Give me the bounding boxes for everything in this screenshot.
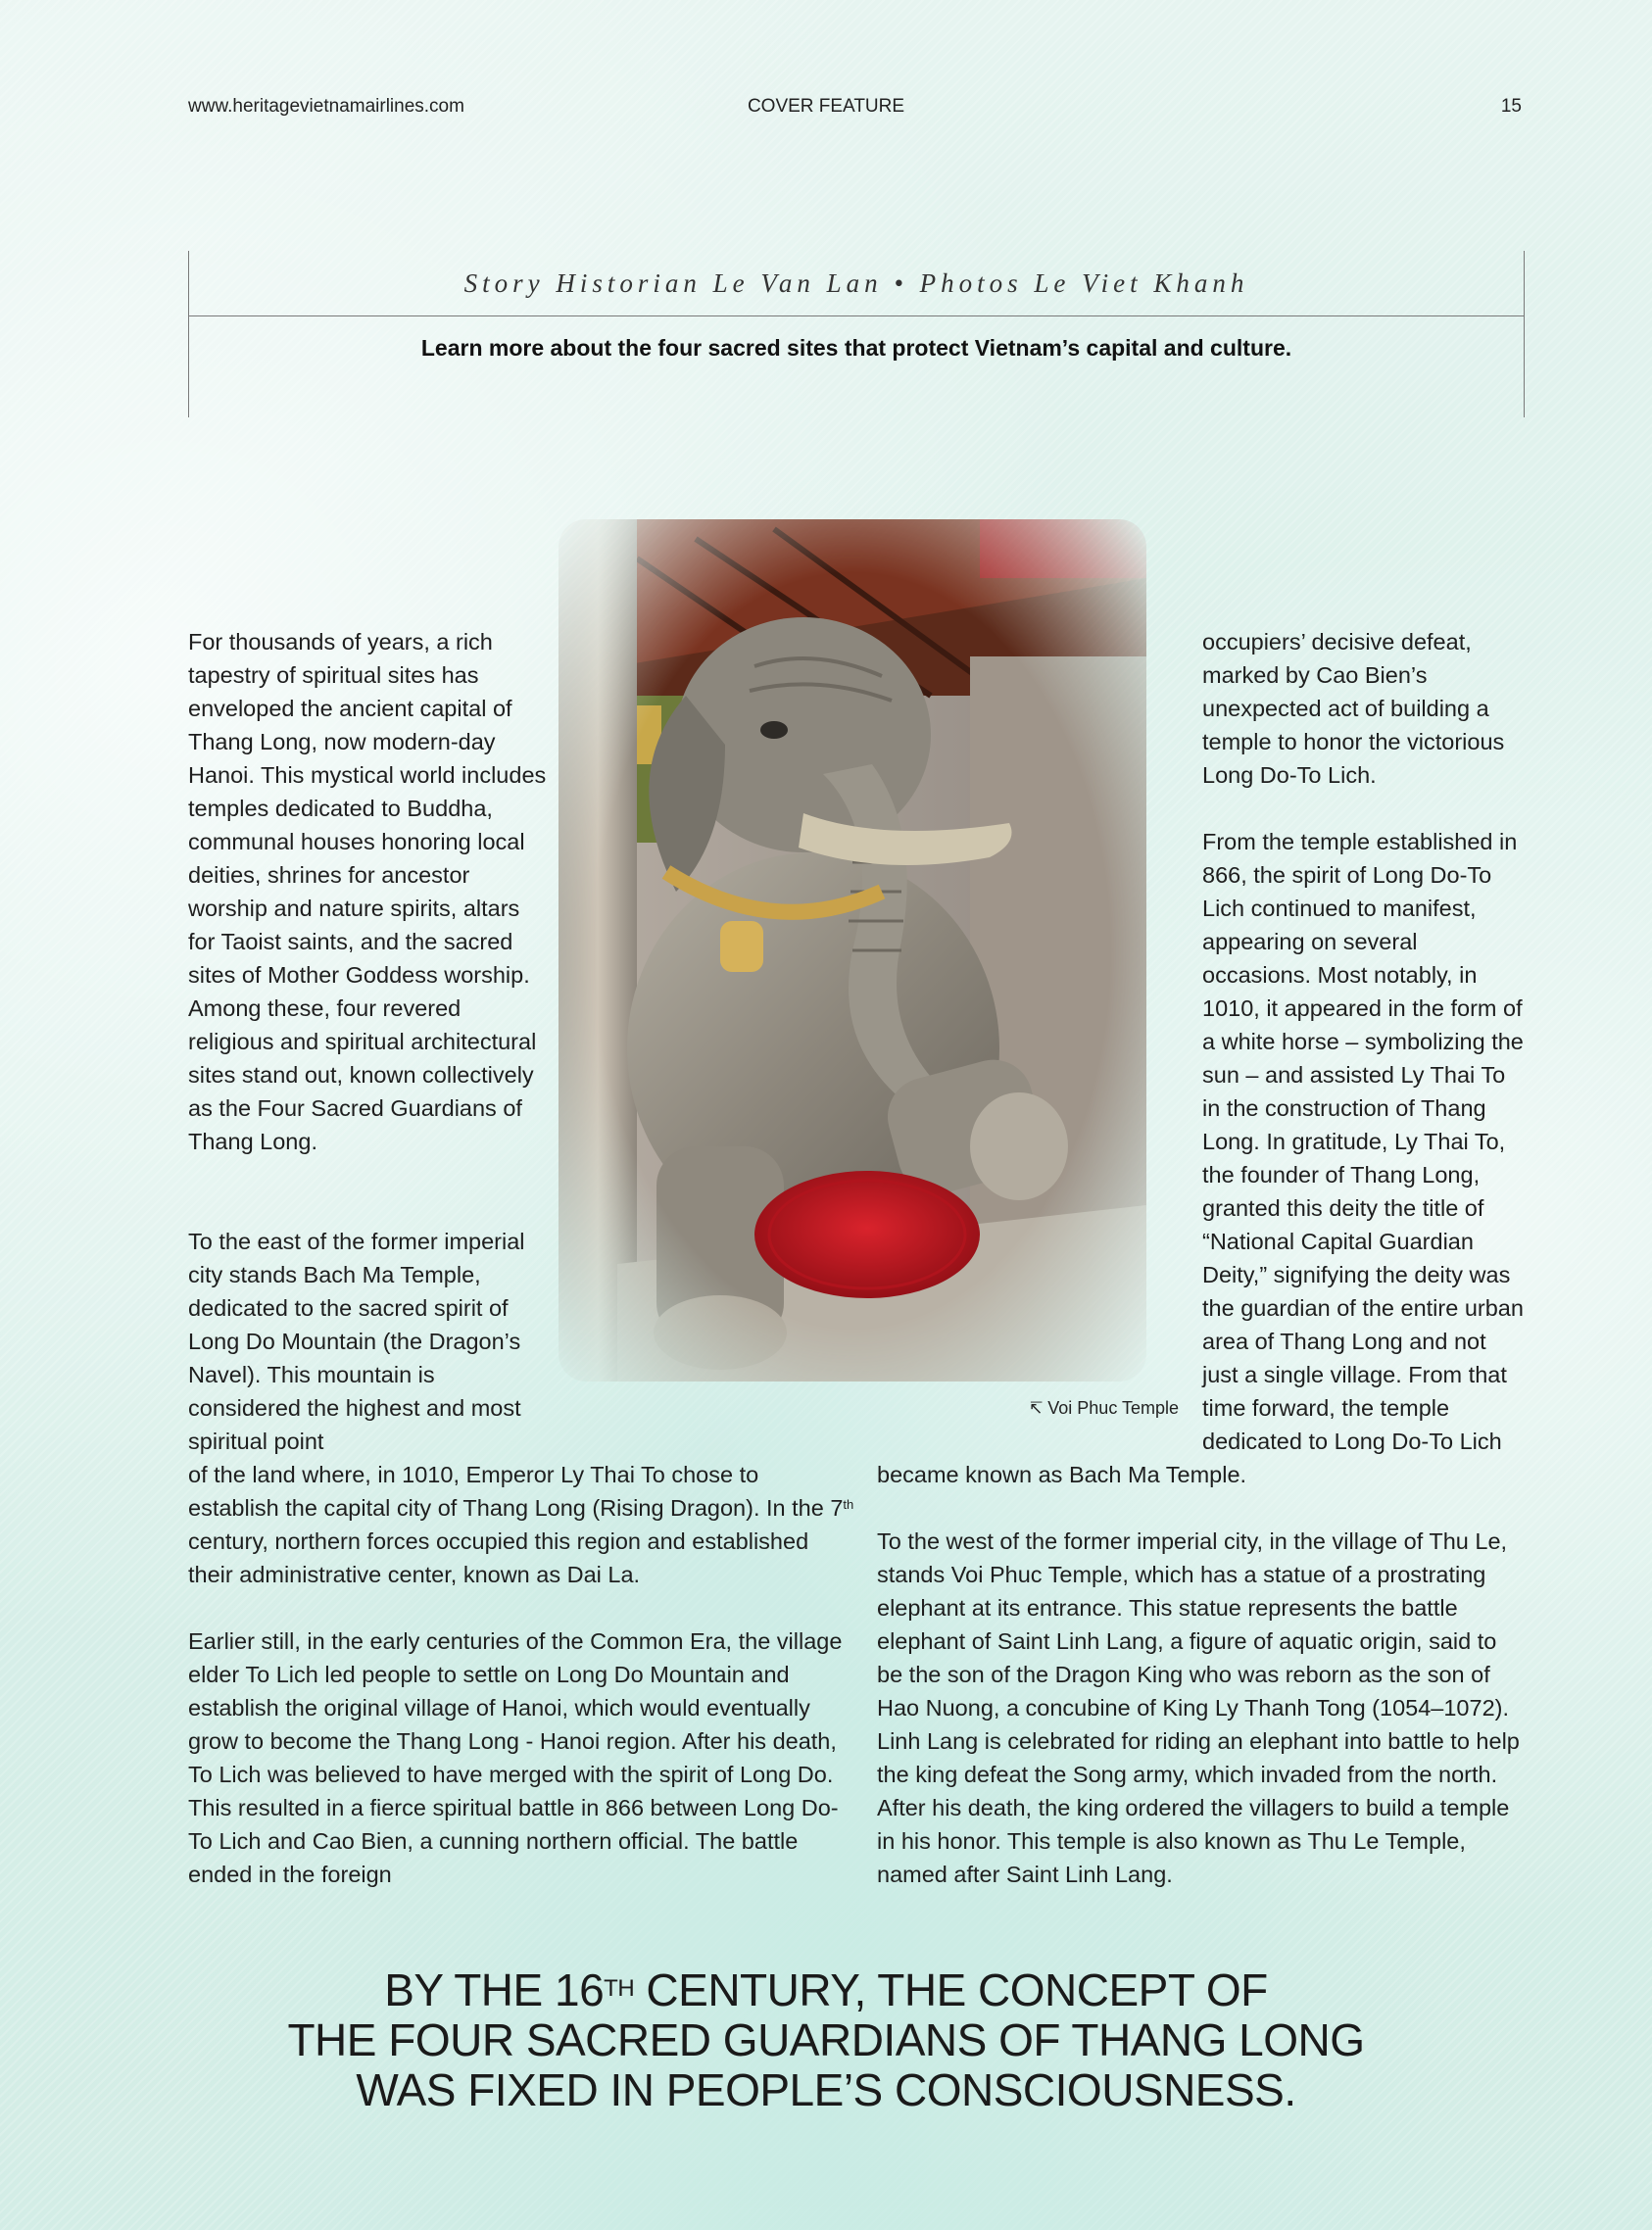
paragraph-text: of the land where, in 1010, Emperor Ly Thai To chose to establish the capital city of Thang Long (Rising Dragon). In the 7	[188, 1462, 844, 1521]
paragraph: To the east of the former imperial city stands Bach Ma Temple, dedicated to the sacred spirit of Long Do Mountain (the Dragon’s Navel). This mountain is considered the highest and most spiritual point	[188, 1229, 525, 1454]
paragraph: For thousands of years, a rich tapestry of spiritual sites has enveloped the ancient capital of Thang Long, now modern-day Hanoi. This mystical world includes temples dedicated to Buddha, communal houses honoring local deities, shrines for ancestor worship and nature spirits, altars for Taoist saints, and the sacred sites of Mother Goddess worship. Among these, four revered religious and spiritual architectural sites stand out, known collectively as the Four Sacred Guardians of Thang Long.	[188, 629, 547, 1154]
caption-text: Voi Phuc Temple	[1047, 1398, 1180, 1418]
pull-quote-text: CENTURY, THE CONCEPT OF	[634, 1964, 1268, 2015]
byline-box	[188, 251, 1525, 417]
paragraph-text: century, northern forces occupied this region and established their administrative center, known as Dai La.	[188, 1528, 809, 1587]
site-url[interactable]: www.heritagevietnamairlines.com	[188, 96, 464, 117]
ordinal-suffix: TH	[604, 1975, 635, 2002]
body-column-right-bottom	[877, 1458, 1526, 1891]
section-label: COVER FEATURE	[747, 96, 905, 117]
pull-quote-line: WAS FIXED IN PEOPLE’S CONSCIOUSNESS.	[356, 2064, 1296, 2115]
paragraph: From the temple established in 866, the spirit of Long Do-To Lich continued to manifest, appearing on several occasions. Most notably, in 1010, it appeared in the form of a white horse – symbolizing the sun – and assisted Ly Thai To in the construction of Thang Long. In gratitude, Ly Thai To, the founder of Thang Long, granted this deity the title of “National Capital Guardian Deity,” signifying the deity was the guardian of the entire urban area of Thang Long and not just a single village. From that time forward, the temple dedicated to Long Do-To Lich	[1202, 829, 1524, 1454]
elephant-statue-photo	[559, 519, 1146, 1382]
paragraph	[188, 1458, 854, 1591]
paragraph: To the west of the former imperial city, in the village of Thu Le, stands Voi Phuc Temple, which has a statue of a prostrating elephant at its entrance. This statue represents the battle elephant of Saint Linh Lang, a figure of aquatic origin, said to be the son of the Dragon King who was reborn as the son of Hao Nuong, a concubine of King Ly Thanh Tong (1054–1072). Linh Lang is celebrated for riding an elephant into battle to help the king defeat the Song army, which invaded from the north. After his death, the king ordered the villagers to build a temple in his honor. This temple is also known as Thu Le Temple, named after Saint Linh Lang.	[877, 1528, 1520, 1887]
paragraph: became known as Bach Ma Temple.	[877, 1462, 1247, 1487]
pull-quote-line	[0, 1965, 1652, 2015]
paragraph: occupiers’ decisive defeat, marked by Cao Bien’s unexpected act of building a temple to honor the victorious Long Do-To Lich.	[1202, 629, 1505, 788]
byline: Story Historian Le Van Lan • Photos Le Viet Khanh	[463, 268, 1249, 298]
article-deck: Learn more about the four sacred sites that protect Vietnam’s capital and culture.	[420, 335, 1292, 361]
pull-quote-text: BY THE 16	[384, 1964, 605, 2015]
body-column-right-top	[1202, 625, 1526, 1458]
body-column-left-bottom	[188, 1458, 854, 1891]
pull-quote-line: THE FOUR SACRED GUARDIANS OF THANG LONG	[287, 2014, 1365, 2065]
arrow-up-left-icon: ↸	[1029, 1399, 1044, 1418]
byline-divider	[189, 315, 1524, 316]
paragraph: Earlier still, in the early centuries of the Common Era, the village elder To Lich led people to settle on Long Do Mountain and establish the original village of Hanoi, which would eventually grow to become the Thang Long - Hanoi region. After his death, To Lich was believed to have merged with the spirit of Long Do. This resulted in a fierce spiritual battle in 866 between Long Do-To Lich and Cao Bien, a cunning northern official. The battle ended in the foreign	[188, 1628, 843, 1887]
pull-quote	[0, 1965, 1652, 2115]
body-column-left-top	[188, 625, 551, 1158]
photo-caption	[1029, 1398, 1179, 1419]
ordinal-suffix: th	[843, 1497, 854, 1512]
page-number: 15	[1500, 96, 1522, 117]
body-column-left-mid	[188, 1225, 551, 1458]
